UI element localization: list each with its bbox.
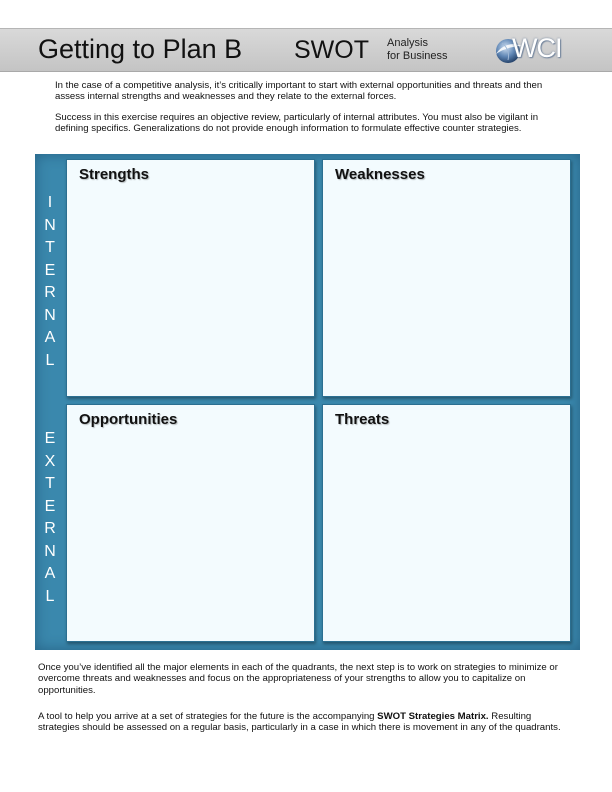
external-letter: A (44, 565, 56, 582)
internal-letter: A (44, 329, 56, 346)
external-letter: R (44, 520, 56, 537)
strengths-quadrant[interactable] (66, 159, 315, 397)
internal-side-label (35, 192, 65, 372)
threats-title: Threats (335, 411, 390, 428)
wci-logo (490, 34, 580, 66)
subtitle-line-1: Analysis (387, 37, 428, 49)
external-letter: L (45, 587, 55, 605)
footer-text-end: Resulting strategies should be assessed on a regular basis, particularly in a case in which there is movement in any of the quadrants. (38, 711, 561, 734)
opportunities-quadrant[interactable] (66, 404, 315, 642)
external-letter: T (45, 475, 55, 492)
internal-letter: N (44, 306, 56, 324)
threats-quadrant[interactable] (322, 404, 571, 642)
intro-paragraph-1: In the case of a competitive analysis, it’s critically important to start with external opportunities and threats and then assess internal strengths and weaknesses and they relate to the external forces. (55, 80, 543, 103)
intro-paragraph-2: Success in this exercise requires an objective review, particularly of internal attributes. You must also be vigilant in defining specifics. Generalizations do not provide enough information to formulate effective counter strategies. (55, 112, 539, 135)
external-letter: N (44, 542, 56, 560)
internal-letter: R (44, 284, 56, 301)
swot-matrix (35, 154, 580, 650)
header-bar (0, 28, 612, 72)
logo-text: WCI (512, 33, 562, 63)
external-letter: E (44, 497, 56, 515)
footer-paragraph-2 (38, 711, 568, 734)
swot-heading: SWOT (294, 36, 369, 64)
external-letter: E (44, 430, 56, 447)
internal-letter: T (45, 239, 55, 256)
weaknesses-quadrant[interactable] (322, 159, 571, 397)
internal-letter: E (44, 261, 56, 279)
external-side-label (35, 428, 65, 608)
external-letter: X (44, 452, 56, 470)
page-title: Getting to Plan B (38, 34, 243, 64)
subtitle-line-2: for Business (387, 50, 448, 62)
analysis-subtitle (387, 37, 448, 63)
weaknesses-title: Weaknesses (335, 166, 425, 183)
swot-strategies-matrix-reference: SWOT Strategies Matrix. (377, 711, 489, 722)
internal-letter: I (47, 194, 53, 211)
footer-paragraph-1: Once you’ve identified all the major elements in each of the quadrants, the next step is to work on strategies to minimize or overcome threats and weaknesses and focus on the appropriateness of your strengths to allow you to capitalize on opportunities. (38, 662, 558, 696)
opportunities-title: Opportunities (79, 411, 178, 428)
footer-text-start: A tool to help you arrive at a set of strategies for the future is the accompanying (38, 711, 378, 722)
strengths-title: Strengths (79, 166, 150, 183)
internal-letter: N (44, 216, 56, 234)
internal-letter: L (45, 351, 55, 369)
